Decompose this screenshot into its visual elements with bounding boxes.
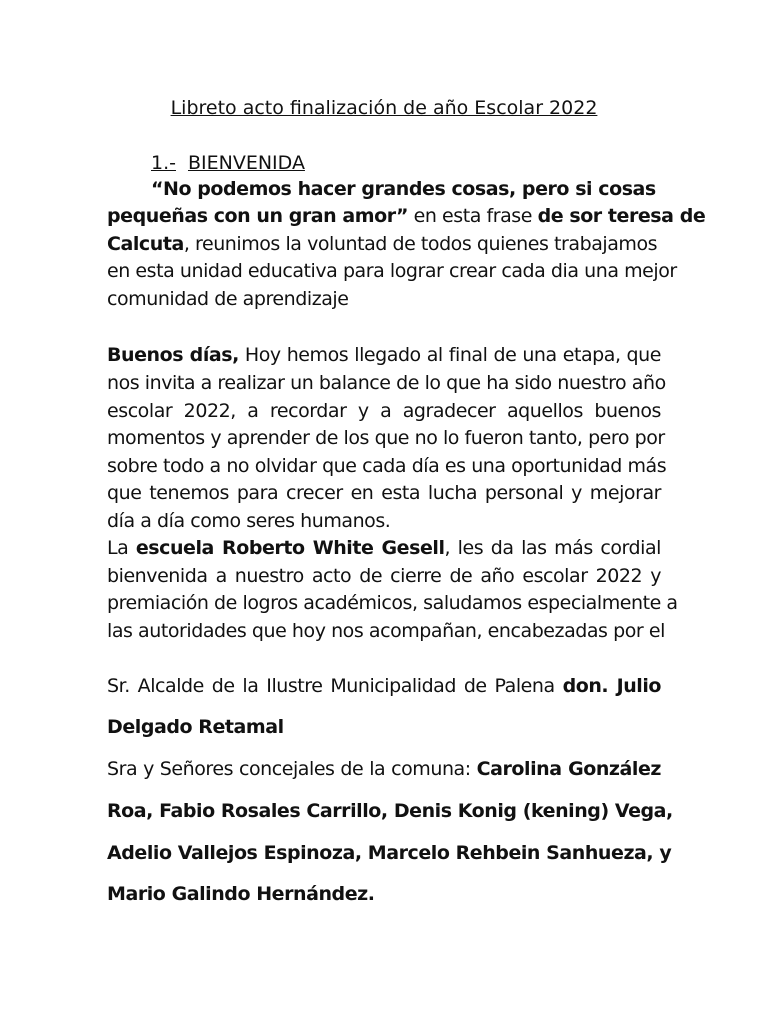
- greeting-line-6: que tenemos para crecer en esta lucha personal y mejorar: [107, 482, 661, 504]
- greeting-line-7: día a día como seres humanos.: [107, 510, 391, 532]
- quote-author: de sor teresa de: [537, 205, 706, 227]
- mayor-name-2: Delgado Retamal: [107, 716, 284, 738]
- welcome-line-1-rest: , les da las más cordial: [444, 537, 661, 559]
- intro-text-a: en esta frase: [408, 205, 538, 227]
- school-name: escuela Roberto White Gesell: [135, 537, 445, 559]
- council-names-4: Mario Galindo Hernández.: [107, 883, 375, 905]
- council-line-4: [107, 881, 375, 908]
- intro-line-3: [107, 231, 657, 258]
- intro-line-1: [151, 176, 656, 203]
- greeting-salutation: Buenos días,: [107, 344, 239, 366]
- welcome-line-2: bienvenida a nuestro acto de cierre de año escolar 2022 y: [107, 565, 661, 587]
- section-number: 1.-: [151, 152, 176, 174]
- council-line-2: [107, 798, 673, 825]
- greeting-line-1-rest: Hoy hemos llegado al final de una etapa, que: [238, 344, 661, 366]
- intro-line-5: comunidad de aprendizaje: [107, 288, 349, 310]
- council-line-3: [107, 840, 672, 867]
- quote-part-1: “No podemos hacer grandes cosas, pero si cosas: [151, 178, 656, 200]
- document-title: Libreto acto finalización de año Escolar 2022: [170, 97, 598, 119]
- intro-text-b: , reunimos la voluntad de todos quienes trabajamos: [183, 233, 658, 255]
- section-title: BIENVENIDA: [187, 152, 305, 174]
- greeting-line-1: [107, 342, 661, 369]
- intro-line-2: [107, 203, 706, 230]
- welcome-prefix: La: [107, 537, 136, 559]
- section-heading-bienvenida: [151, 150, 305, 177]
- council-text: Sra y Señores concejales de la comuna:: [107, 758, 477, 780]
- welcome-line-1: [107, 535, 661, 562]
- mayor-text: Sr. Alcalde de la Ilustre Municipalidad de Palena: [107, 675, 563, 697]
- quote-author-2: Calcuta: [107, 233, 184, 255]
- intro-line-4: en esta unidad educativa para lograr crear cada dia una mejor: [107, 260, 677, 282]
- council-name-1: Carolina González: [476, 758, 661, 780]
- mayor-line-2: [107, 714, 284, 741]
- greeting-line-5: sobre todo a no olvidar que cada día es una oportunidad más: [107, 455, 667, 477]
- mayor-name-1: don. Julio: [562, 675, 661, 697]
- greeting-line-4: momentos y aprender de los que no lo fueron tanto, pero por: [107, 427, 665, 449]
- council-line-1: [107, 756, 661, 783]
- council-names-3: Adelio Vallejos Espinoza, Marcelo Rehbein Sanhueza, y: [107, 842, 672, 864]
- greeting-line-2: nos invita a realizar un balance de lo que ha sido nuestro año: [107, 372, 666, 394]
- quote-part-2: pequeñas con un gran amor”: [107, 205, 409, 227]
- council-names-2: Roa, Fabio Rosales Carrillo, Denis Konig (kening) Vega,: [107, 800, 673, 822]
- welcome-line-3: premiación de logros académicos, saludamos especialmente a: [107, 592, 678, 614]
- greeting-line-3: escolar 2022, a recordar y a agradecer aquellos buenos: [107, 400, 661, 422]
- mayor-line-1: [107, 673, 661, 700]
- welcome-line-4: las autoridades que hoy nos acompañan, encabezadas por el: [107, 620, 665, 642]
